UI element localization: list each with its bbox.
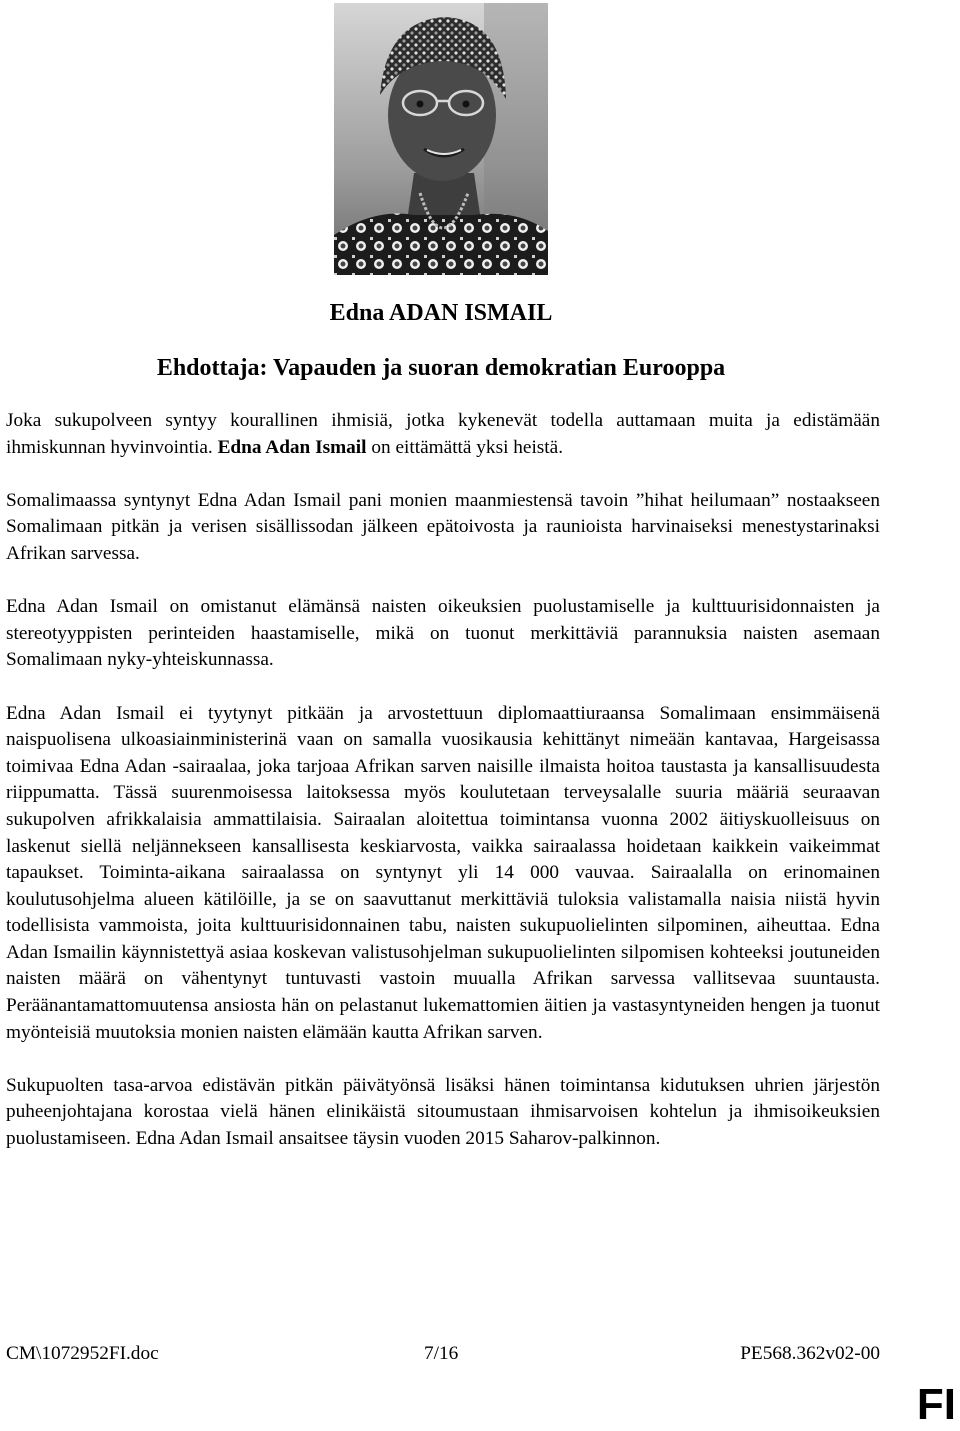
portrait-illustration (334, 3, 548, 275)
intro-paragraph (6, 408, 880, 461)
intro-text-end: on eittämättä yksi heistä. (366, 436, 564, 458)
paragraph: Edna Adan Ismail on omistanut elämänsä naisten oikeuksien puolustamiselle ja kulttuurisidonnaisten ja stereotyyppisten perinteiden haastamiselle, mikä on tuonut merkittäviä parannuksia naisten asemaan Somalimaan nyky-yhteiskunnassa. (6, 596, 880, 671)
pe-reference: PE568.362v02-00 (740, 1343, 880, 1364)
document-reference: CM\1072952FI.doc (6, 1343, 159, 1364)
language-code: FI (916, 1380, 956, 1429)
paragraph: Edna Adan Ismail ei tyytynyt pitkään ja arvostettuun diplomaattiuraansa Somalimaan ensimmäisenä naispuolisena ulkoasiainministerinä vaan on samalla vuosikausia kehittänyt nimeään kantavaa, Hargeisassa toimivaa Edna Adan -sairaalaa, joka tarjoaa Afrikan sarven naisille ilmaista hoitoa taustasta ja kansallisuudesta riippumatta. Tässä suurenmoisessa laitoksessa myös koulutetaan terveysalalle suuria määriä seuraavan sukupolven afrikkalaisia ammattilaisia. Sairaalan aloitettua toimintansa vuonna 2002 äitiyskuolleisuus on laskenut siellä neljännekseen kansallisesta keskiarvosta, vaikka sairaalassa hoidetaan kaikkein vaikeimmat tapaukset. Toiminta-aikana sairaalassa on syntynyt yli 14 000 vauvaa. Sairaalalla on erinomainen koulutusohjelma alueen kätilöille, ja se on saavuttanut merkittäviä tuloksia valistamalla naisia niistä hyvin todellisista vammoista, joita kulttuurisidonnainen tabu, naisten sukupuolielinten silpominen, aiheuttaa. Edna Adan Ismailin käynnistettyä asiaa koskevan valistusohjelman sukupuolielinten silpomisen kohteeksi joutuneiden naisten määrä on vähentynyt tuntuvasti vastoin muualla Afrikan sarvessa vallitsevaa suuntausta. Peräänantamattomuutensa ansiosta hän on pelastanut lukemattomien äitien ja vastasyntyneiden hengen ja tuonut myönteisiä muutoksia monien naisten elämään kautta Afrikan sarven. (6, 702, 880, 1043)
paragraph: Somalimaassa syntynyt Edna Adan Ismail pani monien maanmiestensä tavoin ”hihat heilumaan” nostaakseen Somalimaan pitkän ja verisen sisällissodan jälkeen epätoivosta ja raunioista harvinaiseksi menestystarinaksi Afrikan sarvessa. (6, 489, 880, 564)
document-body (6, 408, 880, 1179)
page-number: 7/16 (424, 1343, 459, 1364)
paragraph: Sukupuolten tasa-arvoa edistävän pitkän päivätyönsä lisäksi hänen toimintansa kidutuksen uhrien järjestön puheenjohtajana korostaa vielä hänen elinikäistä sitoumustaan ihmisarvoisen kohtelun ja ihmisoikeuksien puolustamiseen. Edna Adan Ismail ansaitsee täysin vuoden 2015 Saharov-palkinnon. (6, 1074, 880, 1150)
intro-text-start: Joka sukupolveen syntyy kourallinen ihmisiä, jotka kykenevät todella auttamaan muita ja edistämään ihmiskunnan hyvinvointia. (6, 410, 880, 458)
page-footer (6, 1340, 880, 1368)
portrait-photo (334, 3, 548, 275)
nominee-name: Edna ADAN ISMAIL (329, 300, 553, 326)
intro-emphasis: Edna Adan Ismail (217, 436, 367, 458)
nominator-line: Ehdottaja: Vapauden ja suoran demokratian Eurooppa (156, 355, 726, 381)
